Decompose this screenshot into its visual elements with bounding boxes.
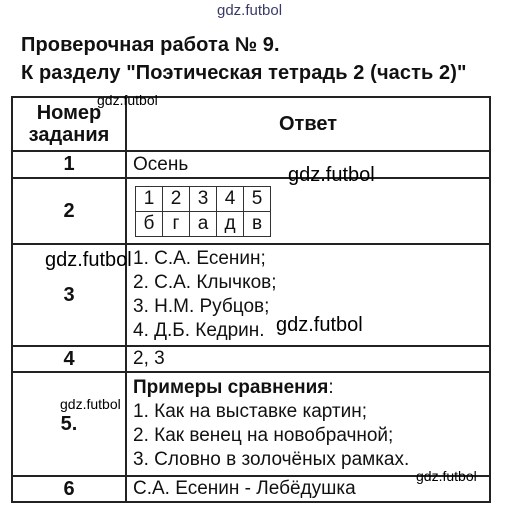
task-number: 2 (12, 178, 126, 244)
header-answer: Ответ (126, 97, 490, 151)
table-row (12, 346, 490, 372)
table-header-row (12, 97, 490, 151)
matching-letter: г (163, 211, 190, 236)
worksheet-subtitle: К разделу "Поэтическая тетрадь 2 (часть 2)" (21, 62, 467, 84)
answer-text: 2, 3 (126, 346, 490, 372)
answer-line: 3. Словно в золочёных рамках. (133, 449, 410, 470)
matching-number: 1 (136, 186, 163, 211)
answer-line: 3. Н.М. Рубцов; (133, 296, 270, 317)
matching-table (135, 186, 271, 237)
watermark-text: gdz.futbol (97, 92, 158, 108)
answer-heading-colon: : (328, 377, 334, 398)
answers-table (11, 96, 491, 503)
answer-text: С.А. Есенин - Лебёдушка (126, 476, 490, 502)
table-row (12, 151, 490, 178)
answer-line: 1. Как на выставке картин; (133, 401, 367, 422)
answer-line: 2. Как венец на новобрачной; (133, 425, 394, 446)
matching-letter: а (190, 211, 217, 236)
table-row (12, 372, 490, 476)
task-number: 5. (12, 372, 126, 476)
watermark-text: gdz.futbol (276, 314, 363, 336)
answer-line: 4. Д.Б. Кедрин. (133, 320, 265, 341)
matching-letters-row (136, 211, 271, 236)
task-number: 3 (12, 244, 126, 346)
answer-line: 2. С.А. Клычков; (133, 272, 277, 293)
matching-letter: в (244, 211, 271, 236)
matching-number: 3 (190, 186, 217, 211)
matching-numbers-row (136, 186, 271, 211)
answer-list (126, 372, 490, 476)
matching-number: 5 (244, 186, 271, 211)
watermark-text: gdz.futbol (288, 164, 375, 186)
answer-heading-line (133, 376, 489, 400)
answer-heading: Примеры сравнения (133, 377, 329, 398)
matching-letter: д (217, 211, 244, 236)
table-row (12, 178, 490, 244)
answer-matching-cell (126, 178, 490, 244)
watermark-text: gdz.futbol (60, 396, 121, 412)
matching-letter: б (136, 211, 163, 236)
watermark-text: gdz.futbol (416, 468, 477, 484)
answer-line: 1. С.А. Есенин; (133, 248, 266, 269)
answer-text: Осень (126, 151, 490, 178)
task-number: 1 (12, 151, 126, 178)
task-number: 4 (12, 346, 126, 372)
watermark-text: gdz.futbol (217, 2, 283, 19)
header-task-number: Номер задания (12, 97, 126, 151)
task-number: 6 (12, 476, 126, 502)
watermark-text: gdz.futbol (45, 249, 132, 271)
matching-number: 4 (217, 186, 244, 211)
matching-number: 2 (163, 186, 190, 211)
worksheet-title: Проверочная работа № 9. (21, 34, 280, 56)
